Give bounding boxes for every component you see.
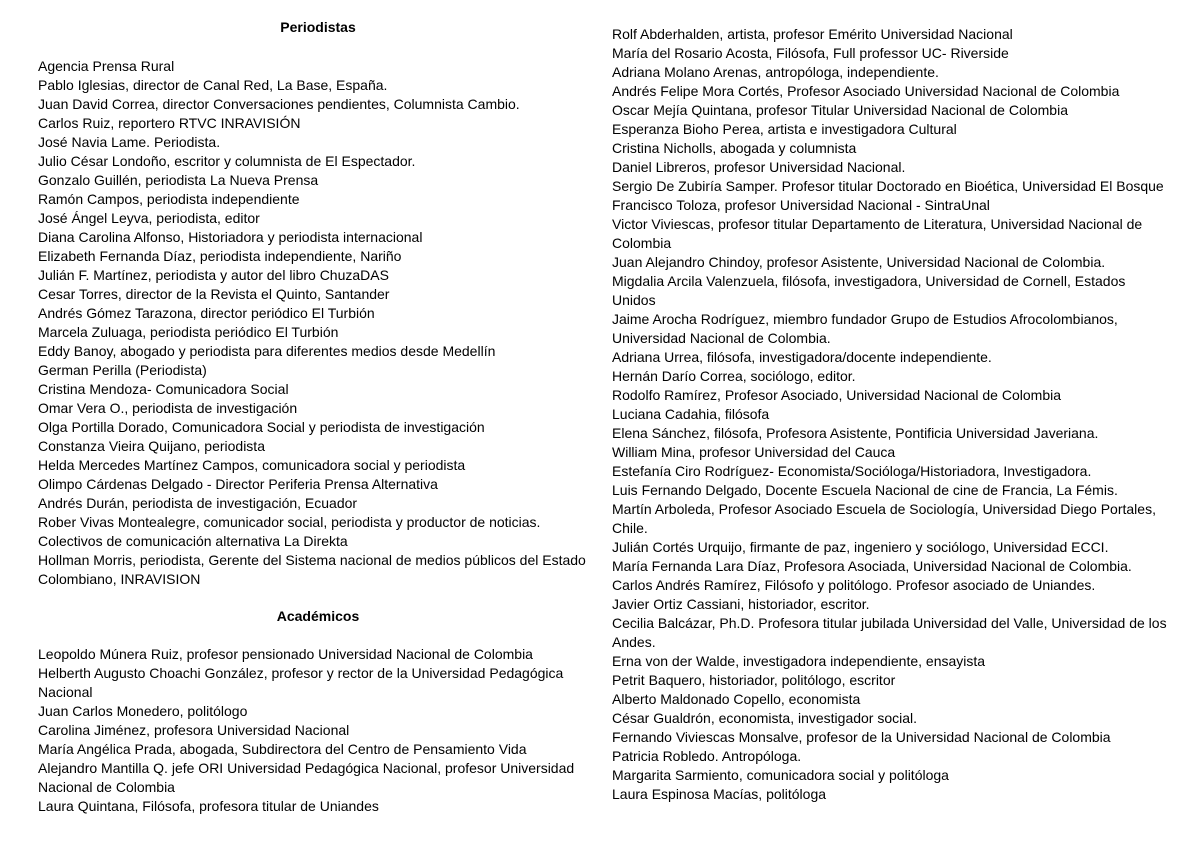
list-item: Diana Carolina Alfonso, Historiadora y periodista internacional (38, 229, 423, 245)
list-item: Helberth Augusto Choachi González, profesor y rector de la Universidad Pedagógica Nacional (38, 665, 564, 700)
list-item: Patricia Robledo. Antropóloga. (612, 748, 802, 764)
list-item: Alberto Maldonado Copello, economista (612, 691, 861, 707)
list-item: Laura Quintana, Filósofa, profesora titular de Uniandes (38, 798, 379, 814)
list-item: Elena Sánchez, filósofa, Profesora Asistente, Pontificia Universidad Javeriana. (612, 425, 1099, 441)
list-item: Helda Mercedes Martínez Campos, comunicadora social y periodista (38, 457, 466, 473)
list-item: Hernán Darío Correa, sociólogo, editor. (612, 368, 856, 384)
list-item: Carlos Andrés Ramírez, Filósofo y politólogo. Profesor asociado de Uniandes. (612, 577, 1096, 593)
list-item: William Mina, profesor Universidad del Cauca (612, 444, 896, 460)
list-item: Cecilia Balcázar, Ph.D. Profesora titular jubilada Universidad del Valle, Universidad de los Andes. (612, 615, 1167, 650)
list-item: Ramón Campos, periodista independiente (38, 191, 300, 207)
list-item: Hollman Morris, periodista, Gerente del Sistema nacional de medios públicos del Estado Colombiano, INRAVISION (38, 552, 586, 587)
list-item: Omar Vera O., periodista de investigación (38, 400, 298, 416)
list-item: María Fernanda Lara Díaz, Profesora Asociada, Universidad Nacional de Colombia. (612, 558, 1132, 574)
list-item: María del Rosario Acosta, Filósofa, Full professor UC- Riverside (612, 45, 1009, 61)
list-item: Fernando Viviescas Monsalve, profesor de la Universidad Nacional de Colombia (612, 729, 1111, 745)
list-item: Estefanía Ciro Rodríguez- Economista/Socióloga/Historiadora, Investigadora. (612, 463, 1092, 479)
list-item: Erna von der Walde, investigadora independiente, ensayista (612, 653, 986, 669)
list-item: Juan Carlos Monedero, politólogo (38, 703, 248, 719)
list-item: Carlos Ruiz, reportero RTVC INRAVISIÓN (38, 115, 301, 131)
list-item: Adriana Molano Arenas, antropóloga, independiente. (612, 64, 939, 80)
list-item: Oscar Mejía Quintana, profesor Titular Universidad Nacional de Colombia (612, 102, 1068, 118)
list-item: María Angélica Prada, abogada, Subdirectora del Centro de Pensamiento Vida (38, 741, 527, 757)
list-item: Cristina Mendoza- Comunicadora Social (38, 381, 289, 397)
list-item: José Navia Lame. Periodista. (38, 134, 221, 150)
list-item: Andrés Durán, periodista de investigación, Ecuador (38, 495, 358, 511)
list-item: César Gualdrón, economista, investigador social. (612, 710, 918, 726)
list-item: Laura Espinosa Macías, politóloga (612, 786, 827, 802)
list-item: Martín Arboleda, Profesor Asociado Escuela de Sociología, Universidad Diego Portales, Chile. (612, 501, 1156, 536)
list-item: Francisco Toloza, profesor Universidad Nacional - SintraUnal (612, 197, 990, 213)
list-item: Jaime Arocha Rodríguez, miembro fundador Grupo de Estudios Afrocolombianos, Universidad Nacional de Colombia. (612, 311, 1118, 346)
list-item: Javier Ortiz Cassiani, historiador, escritor. (612, 596, 870, 612)
list-item: Marcela Zuluaga, periodista periódico El Turbión (38, 324, 339, 340)
list-item: Leopoldo Múnera Ruiz, profesor pensionado Universidad Nacional de Colombia (38, 646, 533, 662)
list-item: Rodolfo Ramírez, Profesor Asociado, Universidad Nacional de Colombia (612, 387, 1061, 403)
list-item: German Perilla (Periodista) (38, 362, 207, 378)
list-item: Olga Portilla Dorado, Comunicadora Social y periodista de investigación (38, 419, 485, 435)
academicos-continued-list (612, 25, 1172, 804)
list-item: Pablo Iglesias, director de Canal Red, La Base, España. (38, 77, 388, 93)
list-item: Eddy Banoy, abogado y periodista para diferentes medios desde Medellín (38, 343, 496, 359)
list-item: Gonzalo Guillén, periodista La Nueva Prensa (38, 172, 319, 188)
list-item: José Ángel Leyva, periodista, editor (38, 210, 260, 226)
list-item: Adriana Urrea, filósofa, investigadora/docente independiente. (612, 349, 992, 365)
list-item: Julio César Londoño, escritor y columnista de El Espectador. (38, 153, 416, 169)
periodistas-list (38, 57, 598, 589)
list-item: Cesar Torres, director de la Revista el Quinto, Santander (38, 286, 390, 302)
list-item: Migdalia Arcila Valenzuela, filósofa, investigadora, Universidad de Cornell, Estados Unidos (612, 273, 1126, 308)
list-item: Victor Viviescas, profesor titular Departamento de Literatura, Universidad Nacional de Colombia (612, 216, 1143, 251)
list-item: Constanza Vieira Quijano, periodista (38, 438, 265, 454)
list-item: Juan Alejandro Chindoy, profesor Asistente, Universidad Nacional de Colombia. (612, 254, 1106, 270)
list-item: Sergio De Zubiría Samper. Profesor titular Doctorado en Bioética, Universidad El Bosque (612, 178, 1164, 194)
periodistas-heading: Periodistas (280, 19, 356, 35)
academicos-list (38, 645, 598, 816)
list-item: Luis Fernando Delgado, Docente Escuela Nacional de cine de Francia, La Fémis. (612, 482, 1118, 498)
list-item: Juan David Correa, director Conversaciones pendientes, Columnista Cambio. (38, 96, 520, 112)
list-item: Alejandro Mantilla Q. jefe ORI Universidad Pedagógica Nacional, profesor Universidad Nacional de Colombia (38, 760, 575, 795)
list-item: Olimpo Cárdenas Delgado - Director Periferia Prensa Alternativa (38, 476, 438, 492)
list-item: Esperanza Bioho Perea, artista e investigadora Cultural (612, 121, 957, 137)
list-item: Elizabeth Fernanda Díaz, periodista independiente, Nariño (38, 248, 402, 264)
list-item: Luciana Cadahia, filósofa (612, 406, 770, 422)
list-item: Daniel Libreros, profesor Universidad Nacional. (612, 159, 906, 175)
list-item: Carolina Jiménez, profesora Universidad Nacional (38, 722, 350, 738)
list-item: Colectivos de comunicación alternativa La Direkta (38, 533, 348, 549)
list-item: Cristina Nicholls, abogada y columnista (612, 140, 857, 156)
list-item: Rober Vivas Montealegre, comunicador social, periodista y productor de noticias. (38, 514, 541, 530)
list-item: Julián Cortés Urquijo, firmante de paz, ingeniero y sociólogo, Universidad ECCI. (612, 539, 1109, 555)
list-item: Andrés Gómez Tarazona, director periódico El Turbión (38, 305, 375, 321)
list-item: Julián F. Martínez, periodista y autor del libro ChuzaDAS (38, 267, 389, 283)
list-item: Rolf Abderhalden, artista, profesor Emérito Universidad Nacional (612, 26, 1013, 42)
academicos-heading: Académicos (276, 608, 360, 624)
list-item: Margarita Sarmiento, comunicadora social y politóloga (612, 767, 949, 783)
list-item: Petrit Baquero, historiador, politólogo, escritor (612, 672, 896, 688)
list-item: Agencia Prensa Rural (38, 58, 175, 74)
list-item: Andrés Felipe Mora Cortés, Profesor Asociado Universidad Nacional de Colombia (612, 83, 1120, 99)
